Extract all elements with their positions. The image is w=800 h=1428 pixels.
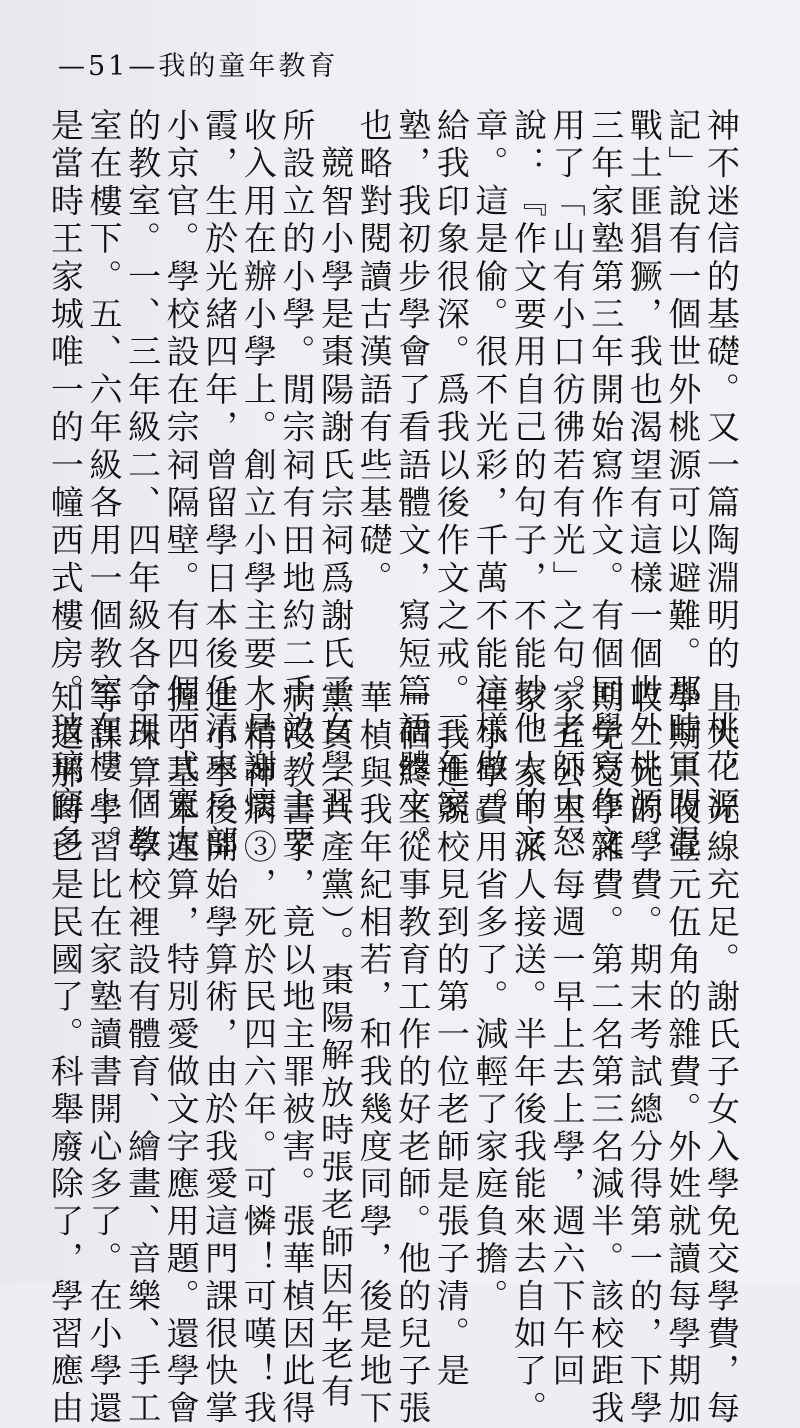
text-column: 神不迷信的基礎。又一篇陶淵明的「桃花源 — [702, 108, 741, 825]
text-block-bottom — [45, 680, 740, 1428]
text-column: 家。家中派人接送。半年後我能來去自如了。 — [509, 680, 549, 1428]
text-column: 知道那時已是民國了。科舉廢除了，學習應由 — [45, 680, 85, 1428]
text-column: 的教室。一、三年級二、四年級各合用一個教 — [123, 108, 163, 862]
text-column: 學期只收壹元伍角的雜費。外姓就讀每學期加 — [663, 680, 703, 1428]
text-column: 三年家塾第三年開始寫作文。有個同學寫作文 — [586, 108, 626, 862]
text-column: 也略對閱讀古漢語有些基礎。 — [354, 108, 394, 599]
text-column: 我進競校見到的第一位老師是張子清。是 — [431, 680, 471, 1391]
text-column: 競智小學是棗陽謝氏宗祠爲謝氏子女學習 — [316, 108, 356, 825]
text-column: 塾，我初步學會了看語體文，寫短篇語體文。 — [393, 108, 433, 862]
text-column: 室在樓下。五、六年級各用一個教室在樓上。 — [84, 108, 124, 862]
text-column: 給我印象很深。爲我以後作文之戒。三年家 — [431, 108, 471, 825]
text-column: 黨員（共產黨）。棗陽解放時張老師因年老有 — [316, 680, 356, 1412]
text-column: 了精神病③，死於民四六年。可憐！可嘆！我 — [238, 680, 278, 1428]
page-header: —51—我的童年教育 — [58, 51, 339, 82]
text-column: 收入用在辦小學上。創立小學主要人是謝懷 — [238, 108, 278, 825]
text-column: 了珠算。學校裡設有體育、繪畫、音樂、手工 — [123, 680, 163, 1428]
text-column: 說：『作文要用自己的句子，不能抄他人的文 — [509, 108, 549, 862]
text-column: 進小學後開始學算術，由於我愛這門課很快掌 — [200, 680, 240, 1428]
text-column: 是當時王家城唯一的一幢西式樓房。玻璃窗多 — [45, 108, 85, 862]
text-column: 且大，光線充足。謝氏子女入學免交學費，每 — [702, 680, 741, 1428]
text-column: 戰土匪猖獗，我也渴望有這樣一個世外桃源。 — [624, 108, 664, 862]
text-column: 病沒教書了，竟以地主罪被害。張華楨因此得 — [277, 680, 317, 1428]
text-column: 章。這是偷。很不光彩，千萬不能這樣做。』 — [470, 108, 510, 846]
text-column: 所設立的小學。閒宗祠有田地約二千畝，主要 — [277, 108, 317, 862]
text-column: 小京官。學校設在宗祠隔壁。有四個西式寬大 — [161, 108, 201, 862]
text-column: 期免交學雜費。第二名第三名減半。該校距我 — [586, 680, 626, 1428]
text-column: 收二元的學費。期末考試總分得第一的，下學 — [624, 680, 664, 1428]
text-column: 華楨與我年紀相若，和我幾度同學，後是地下 — [354, 680, 394, 1428]
text-column: 霞，生於光緒四年，曾留學日本後任清末戶部 — [200, 108, 240, 862]
text-column: 家五公里。每週一早上去上學，週六下午回 — [547, 680, 587, 1391]
text-column: 握了基本運算，特別愛做文字應用題。還學會 — [161, 680, 201, 1428]
text-column: 記」說有一個世外桃源可以避難。那時軍閥混 — [663, 108, 703, 862]
text-column: 用了「山有小口彷彿若有光」之句。老師大怒 — [547, 108, 587, 862]
text-column: 等課。學習比在家塾讀書開心多了。在小學還 — [84, 680, 124, 1428]
text-column: 一個終生從事教育工作的好老師。他的兒子張 — [393, 680, 433, 1428]
text-column: 住小學費用省多了。減輕了家庭負擔。 — [470, 680, 510, 1316]
